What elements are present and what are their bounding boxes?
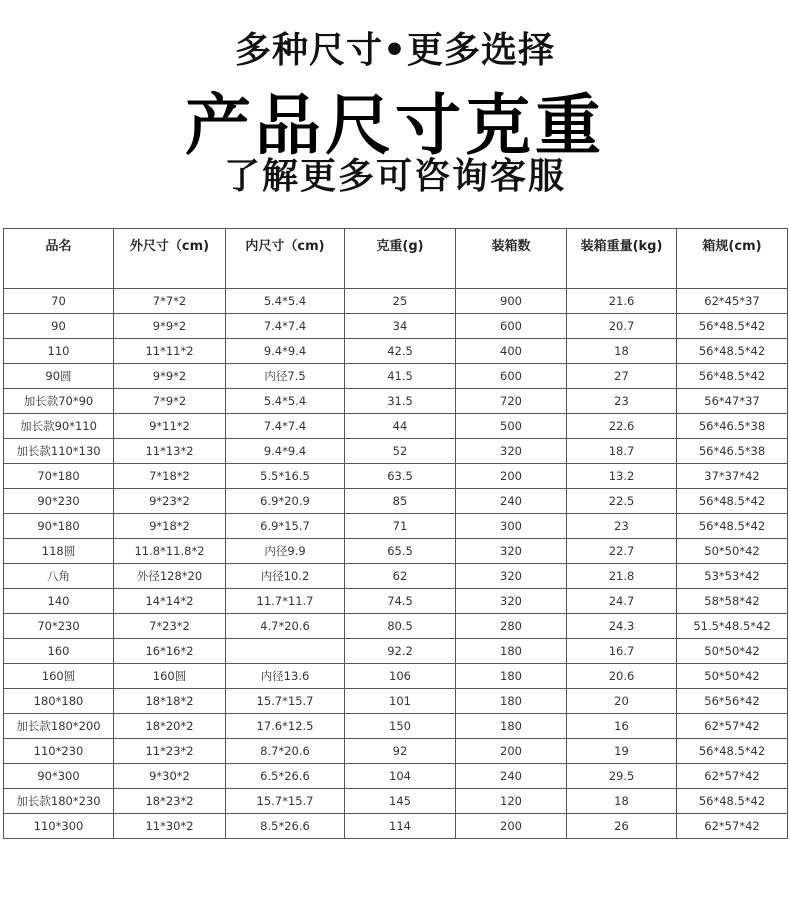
cell-weight: 145 — [345, 789, 456, 814]
cell-pack-count: 200 — [456, 739, 567, 764]
cell-name: 90*180 — [4, 514, 114, 539]
cell-carton-size: 56*48.5*42 — [677, 514, 788, 539]
cell-carton-size: 62*45*37 — [677, 289, 788, 314]
table-row — [4, 814, 788, 839]
cell-outer-size: 14*14*2 — [114, 589, 226, 614]
page-title: 产品尺寸克重 — [185, 87, 605, 164]
cell-outer-size: 9*23*2 — [114, 489, 226, 514]
cell-pack-count: 900 — [456, 289, 567, 314]
cell-outer-size: 9*9*2 — [114, 364, 226, 389]
subtitle: 多种尺寸•更多选择 — [234, 30, 555, 71]
table-row — [4, 289, 788, 314]
cell-inner-size: 17.6*12.5 — [226, 714, 345, 739]
cell-carton-weight: 18 — [567, 339, 677, 364]
cell-weight: 63.5 — [345, 464, 456, 489]
cell-carton-size: 50*50*42 — [677, 664, 788, 689]
cell-outer-size: 18*18*2 — [114, 689, 226, 714]
cell-carton-weight: 16 — [567, 714, 677, 739]
cell-carton-weight: 19 — [567, 739, 677, 764]
cell-inner-size: 7.4*7.4 — [226, 314, 345, 339]
cell-carton-size: 53*53*42 — [677, 564, 788, 589]
table-row — [4, 789, 788, 814]
cell-carton-size: 58*58*42 — [677, 589, 788, 614]
table-row — [4, 589, 788, 614]
cell-inner-size: 7.4*7.4 — [226, 414, 345, 439]
cell-weight: 104 — [345, 764, 456, 789]
cell-pack-count: 720 — [456, 389, 567, 414]
column-header-pack-count: 装箱数 — [456, 229, 567, 289]
cell-carton-size: 56*46.5*38 — [677, 439, 788, 464]
cell-carton-size: 50*50*42 — [677, 539, 788, 564]
cell-outer-size: 7*7*2 — [114, 289, 226, 314]
cell-carton-size: 56*48.5*42 — [677, 339, 788, 364]
cell-pack-count: 180 — [456, 664, 567, 689]
cell-weight: 34 — [345, 314, 456, 339]
cell-outer-size: 11*30*2 — [114, 814, 226, 839]
cell-inner-size: 8.7*20.6 — [226, 739, 345, 764]
cell-carton-size: 62*57*42 — [677, 714, 788, 739]
cell-carton-weight: 16.7 — [567, 639, 677, 664]
table-row — [4, 364, 788, 389]
cell-outer-size: 9*9*2 — [114, 314, 226, 339]
cell-weight: 42.5 — [345, 339, 456, 364]
table-row — [4, 539, 788, 564]
table-row — [4, 389, 788, 414]
table-row — [4, 439, 788, 464]
cell-inner-size: 8.5*26.6 — [226, 814, 345, 839]
cell-name: 110*230 — [4, 739, 114, 764]
table-row — [4, 514, 788, 539]
cell-carton-weight: 13.2 — [567, 464, 677, 489]
cell-inner-size: 6.5*26.6 — [226, 764, 345, 789]
cell-inner-size: 内径7.5 — [226, 364, 345, 389]
cell-pack-count: 180 — [456, 689, 567, 714]
cell-outer-size: 16*16*2 — [114, 639, 226, 664]
cell-carton-weight: 26 — [567, 814, 677, 839]
cell-outer-size: 18*23*2 — [114, 789, 226, 814]
cell-inner-size: 5.5*16.5 — [226, 464, 345, 489]
cell-pack-count: 240 — [456, 489, 567, 514]
size-weight-table — [3, 228, 788, 839]
cell-carton-size: 56*56*42 — [677, 689, 788, 714]
cell-carton-weight: 22.7 — [567, 539, 677, 564]
cell-inner-size: 11.7*11.7 — [226, 589, 345, 614]
cell-weight: 114 — [345, 814, 456, 839]
cell-name: 70 — [4, 289, 114, 314]
cell-outer-size: 18*20*2 — [114, 714, 226, 739]
cell-name: 加长款180*230 — [4, 789, 114, 814]
column-header-inner-size: 内尺寸（cm) — [226, 229, 345, 289]
cell-carton-size: 37*37*42 — [677, 464, 788, 489]
cell-inner-size: 6.9*15.7 — [226, 514, 345, 539]
cell-name: 180*180 — [4, 689, 114, 714]
cell-name: 90*230 — [4, 489, 114, 514]
cell-inner-size: 5.4*5.4 — [226, 289, 345, 314]
cell-name: 八角 — [4, 564, 114, 589]
cell-carton-size: 56*48.5*42 — [677, 364, 788, 389]
tagline: 了解更多可咨询客服 — [223, 156, 566, 197]
table-row — [4, 714, 788, 739]
column-header-weight: 克重(g) — [345, 229, 456, 289]
table-header-row — [4, 229, 788, 289]
table-row — [4, 464, 788, 489]
column-header-carton-weight: 装箱重量(kg) — [567, 229, 677, 289]
cell-inner-size: 5.4*5.4 — [226, 389, 345, 414]
cell-carton-weight: 22.6 — [567, 414, 677, 439]
cell-pack-count: 200 — [456, 814, 567, 839]
cell-pack-count: 600 — [456, 314, 567, 339]
cell-carton-size: 56*47*37 — [677, 389, 788, 414]
cell-weight: 92 — [345, 739, 456, 764]
table-row — [4, 639, 788, 664]
cell-weight: 41.5 — [345, 364, 456, 389]
cell-carton-weight: 22.5 — [567, 489, 677, 514]
cell-carton-weight: 29.5 — [567, 764, 677, 789]
cell-pack-count: 120 — [456, 789, 567, 814]
table-row — [4, 339, 788, 364]
cell-carton-weight: 23 — [567, 389, 677, 414]
cell-outer-size: 7*23*2 — [114, 614, 226, 639]
cell-name: 加长款110*130 — [4, 439, 114, 464]
cell-name: 70*180 — [4, 464, 114, 489]
cell-weight: 25 — [345, 289, 456, 314]
cell-outer-size: 160圆 — [114, 664, 226, 689]
cell-name: 160圆 — [4, 664, 114, 689]
cell-name: 110 — [4, 339, 114, 364]
cell-inner-size: 内径13.6 — [226, 664, 345, 689]
cell-carton-size: 56*46.5*38 — [677, 414, 788, 439]
cell-outer-size: 7*18*2 — [114, 464, 226, 489]
column-header-outer-size: 外尺寸（cm) — [114, 229, 226, 289]
cell-name: 140 — [4, 589, 114, 614]
cell-weight: 74.5 — [345, 589, 456, 614]
cell-name: 加长款90*110 — [4, 414, 114, 439]
cell-inner-size: 9.4*9.4 — [226, 439, 345, 464]
cell-name: 加长款70*90 — [4, 389, 114, 414]
cell-weight: 101 — [345, 689, 456, 714]
cell-weight: 92.2 — [345, 639, 456, 664]
cell-pack-count: 500 — [456, 414, 567, 439]
cell-weight: 52 — [345, 439, 456, 464]
cell-name: 110*300 — [4, 814, 114, 839]
cell-carton-size: 56*48.5*42 — [677, 789, 788, 814]
cell-carton-weight: 18 — [567, 789, 677, 814]
cell-outer-size: 11*23*2 — [114, 739, 226, 764]
cell-weight: 71 — [345, 514, 456, 539]
page-header — [0, 0, 790, 225]
cell-pack-count: 280 — [456, 614, 567, 639]
cell-outer-size: 9*11*2 — [114, 414, 226, 439]
cell-pack-count: 200 — [456, 464, 567, 489]
cell-pack-count: 600 — [456, 364, 567, 389]
cell-name: 90*300 — [4, 764, 114, 789]
table-row — [4, 764, 788, 789]
cell-outer-size: 11*13*2 — [114, 439, 226, 464]
cell-outer-size: 7*9*2 — [114, 389, 226, 414]
table-row — [4, 739, 788, 764]
cell-weight: 106 — [345, 664, 456, 689]
cell-carton-size: 62*57*42 — [677, 764, 788, 789]
cell-carton-weight: 20.6 — [567, 664, 677, 689]
table-row — [4, 564, 788, 589]
cell-pack-count: 320 — [456, 564, 567, 589]
cell-carton-weight: 21.8 — [567, 564, 677, 589]
cell-pack-count: 400 — [456, 339, 567, 364]
cell-name: 90 — [4, 314, 114, 339]
cell-carton-size: 50*50*42 — [677, 639, 788, 664]
cell-pack-count: 240 — [456, 764, 567, 789]
cell-outer-size: 9*30*2 — [114, 764, 226, 789]
cell-carton-weight: 20 — [567, 689, 677, 714]
cell-carton-weight: 21.6 — [567, 289, 677, 314]
cell-carton-weight: 27 — [567, 364, 677, 389]
cell-name: 加长款180*200 — [4, 714, 114, 739]
cell-weight: 44 — [345, 414, 456, 439]
cell-name: 90圆 — [4, 364, 114, 389]
cell-weight: 65.5 — [345, 539, 456, 564]
table-body — [4, 289, 788, 839]
cell-carton-size: 51.5*48.5*42 — [677, 614, 788, 639]
cell-pack-count: 320 — [456, 589, 567, 614]
cell-pack-count: 180 — [456, 639, 567, 664]
cell-outer-size: 外径128*20 — [114, 564, 226, 589]
cell-carton-weight: 20.7 — [567, 314, 677, 339]
cell-inner-size: 15.7*15.7 — [226, 689, 345, 714]
cell-outer-size: 11*11*2 — [114, 339, 226, 364]
cell-weight: 80.5 — [345, 614, 456, 639]
cell-carton-weight: 24.7 — [567, 589, 677, 614]
cell-inner-size: 6.9*20.9 — [226, 489, 345, 514]
table-row — [4, 314, 788, 339]
cell-weight: 62 — [345, 564, 456, 589]
cell-inner-size — [226, 639, 345, 664]
column-header-name: 品名 — [4, 229, 114, 289]
table-row — [4, 664, 788, 689]
cell-inner-size: 内径10.2 — [226, 564, 345, 589]
cell-carton-weight: 23 — [567, 514, 677, 539]
cell-carton-weight: 24.3 — [567, 614, 677, 639]
cell-name: 118圆 — [4, 539, 114, 564]
table-row — [4, 689, 788, 714]
cell-carton-size: 56*48.5*42 — [677, 489, 788, 514]
cell-carton-size: 62*57*42 — [677, 814, 788, 839]
cell-carton-size: 56*48.5*42 — [677, 739, 788, 764]
cell-weight: 85 — [345, 489, 456, 514]
cell-outer-size: 9*18*2 — [114, 514, 226, 539]
cell-pack-count: 180 — [456, 714, 567, 739]
cell-inner-size: 4.7*20.6 — [226, 614, 345, 639]
cell-pack-count: 320 — [456, 539, 567, 564]
table-row — [4, 614, 788, 639]
cell-carton-weight: 18.7 — [567, 439, 677, 464]
table-row — [4, 414, 788, 439]
table-row — [4, 489, 788, 514]
cell-name: 160 — [4, 639, 114, 664]
cell-pack-count: 300 — [456, 514, 567, 539]
column-header-carton-size: 箱规(cm) — [677, 229, 788, 289]
cell-inner-size: 内径9.9 — [226, 539, 345, 564]
cell-weight: 31.5 — [345, 389, 456, 414]
cell-outer-size: 11.8*11.8*2 — [114, 539, 226, 564]
cell-inner-size: 9.4*9.4 — [226, 339, 345, 364]
cell-inner-size: 15.7*15.7 — [226, 789, 345, 814]
cell-name: 70*230 — [4, 614, 114, 639]
cell-pack-count: 320 — [456, 439, 567, 464]
cell-carton-size: 56*48.5*42 — [677, 314, 788, 339]
cell-weight: 150 — [345, 714, 456, 739]
